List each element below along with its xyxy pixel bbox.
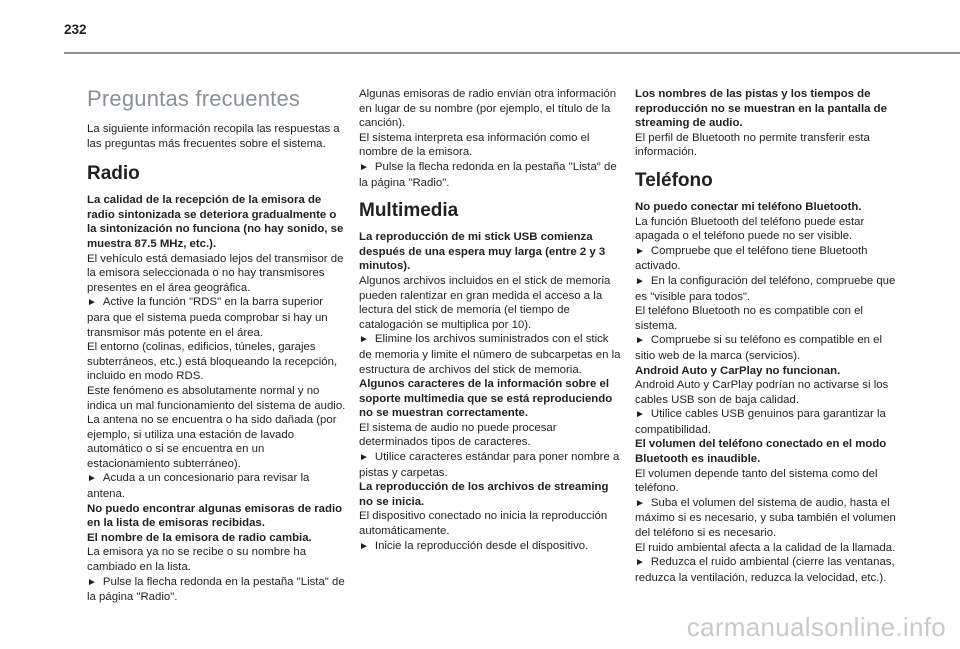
multimedia-faq-list (359, 230, 621, 554)
faq-question: Los nombres de las pistas y los tiempos de reproducción no se muestran en la pantalla de streaming de audio. (635, 88, 887, 130)
faq-answer: Este fenómeno es absolutamente normal y no indica un mal funcionamiento del sistema de audio. (87, 384, 346, 412)
faq-step: ► Utilice cables USB genuinos para garantizar la compatibilidad. (635, 407, 897, 437)
faq-answer: La emisora ya no se recibe o su nombre ha cambiado en la lista. (87, 546, 307, 574)
faq-answer: La antena no se encuentra o ha sido dañada (por ejemplo, si utiliza una estación de lavado automático o si se encuentra en un estacionamiento subterráneo). (87, 414, 337, 470)
faq-question: Algunos caracteres de la información sobre el soporte multimedia que se está reproduciendo no se muestran correctamente. (359, 378, 613, 420)
page-number: 232 (64, 22, 87, 37)
section-title-telefono: Teléfono (635, 169, 713, 191)
column-2 (359, 87, 621, 554)
faq-answer: Android Auto y CarPlay podrían no activarse si los cables USB son de baja calidad. (635, 379, 889, 406)
faq-step: ► Compruebe si su teléfono es compatible en el sitio web de la marca (servicios). (635, 333, 897, 363)
radio-faq-list (87, 193, 349, 605)
faq-step: ► Acuda a un concesionario para revisar la antena. (87, 471, 349, 501)
faq-step: ► Suba el volumen del sistema de audio, hasta el máximo si es necesario, y suba también el volumen del teléfono si es necesario. (635, 496, 897, 541)
faq-answer: El entorno (colinas, edificios, túneles, garajes subterráneos, etc.) está bloqueando la recepción, incluido en modo RDS. (87, 341, 338, 383)
intro-text: La siguiente información recopila las respuestas a las preguntas más frecuentes sobre el sistema. (87, 123, 340, 150)
watermark-link[interactable]: carmanualsonline.info (686, 612, 946, 642)
faq-question: La reproducción de mi stick USB comienza después de una espera muy larga (entre 2 y 3 minutos). (359, 231, 606, 273)
faq-answer: El volumen depende tanto del sistema como del teléfono. (635, 467, 878, 495)
header-rule (64, 52, 960, 54)
faq-answer: El teléfono Bluetooth no es compatible con el sistema. (635, 305, 863, 332)
faq-step: ► Reduzca el ruido ambiental (cierre las ventanas, reduzca la ventilación, reduzca la velocidad, etc.). (635, 555, 897, 585)
section-title-radio: Radio (87, 163, 140, 185)
faq-step: ► Elimine los archivos suministrados con el stick de memoria y limite el número de subcarpetas en la estructura de archivos del stick de memoria. (359, 332, 621, 377)
multimedia-faq-continued (635, 87, 897, 160)
faq-answer: El sistema interpreta esa información como el nombre de la emisora. (359, 131, 590, 159)
column-3 (635, 87, 897, 585)
faq-question: El nombre de la emisora de radio cambia. (87, 531, 312, 544)
faq-answer: La función Bluetooth del teléfono puede estar apagada o el teléfono puede no ser visible. (635, 215, 865, 243)
faq-step: ► Compruebe que el teléfono tiene Bluetooth activado. (635, 244, 897, 274)
faq-step: ► En la configuración del teléfono, compruebe que es "visible para todos". (635, 274, 897, 304)
faq-step: ► Pulse la flecha redonda en la pestaña "Lista" de la página "Radio". (359, 160, 621, 190)
telefono-faq-list (635, 200, 897, 585)
faq-question: La reproducción de los archivos de streaming no se inicia. (359, 481, 609, 508)
faq-answer: El sistema de audio no puede procesar determinados tipos de caracteres. (359, 421, 557, 449)
radio-faq-continued (359, 87, 621, 190)
faq-answer: El dispositivo conectado no inicia la reproducción automáticamente. (359, 510, 608, 538)
faq-question: No puedo conectar mi teléfono Bluetooth. (635, 200, 862, 213)
faq-answer: El vehículo está demasiado lejos del transmisor de la emisora seleccionada o no hay transmisores presentes en el área geográfica. (87, 252, 344, 294)
section-title-multimedia: Multimedia (359, 200, 459, 222)
faq-question: Android Auto y CarPlay no funcionan. (635, 364, 841, 377)
faq-step: ► Active la función "RDS" en la barra superior para que el sistema pueda comprobar si hay un transmisor más potente en el área. (87, 295, 349, 340)
page-title: Preguntas frecuentes (87, 86, 301, 111)
faq-question: El volumen del teléfono conectado en el modo Bluetooth es inaudible. (635, 438, 887, 466)
faq-answer: Algunos archivos incluidos en el stick de memoria pueden ralentizar en gran medida el acceso a la lectura del stick de memoria (el tiempo de catalogación se multiplica por 10). (359, 274, 611, 331)
faq-step: ► Inicie la reproducción desde el dispositivo. (359, 539, 621, 555)
column-1 (87, 78, 349, 605)
faq-question: No puedo encontrar algunas emisoras de radio en la lista de emisoras recibidas. (87, 502, 343, 530)
faq-answer: Algunas emisoras de radio envían otra información en lugar de su nombre (por ejemplo, el título de la canción). (359, 88, 617, 130)
faq-answer: El ruido ambiental afecta a la calidad de la llamada. (635, 541, 896, 554)
faq-question: La calidad de la recepción de la emisora de radio sintonizada se deteriora gradualmente o la sintonización no funciona (no hay sonido, se muestra 87.5 MHz, etc.). (87, 194, 344, 250)
faq-step: ► Utilice caracteres estándar para poner nombre a pistas y carpetas. (359, 450, 621, 480)
faq-step: ► Pulse la flecha redonda en la pestaña "Lista" de la página "Radio". (87, 575, 349, 605)
faq-answer: El perfil de Bluetooth no permite transferir esta información. (635, 131, 870, 159)
